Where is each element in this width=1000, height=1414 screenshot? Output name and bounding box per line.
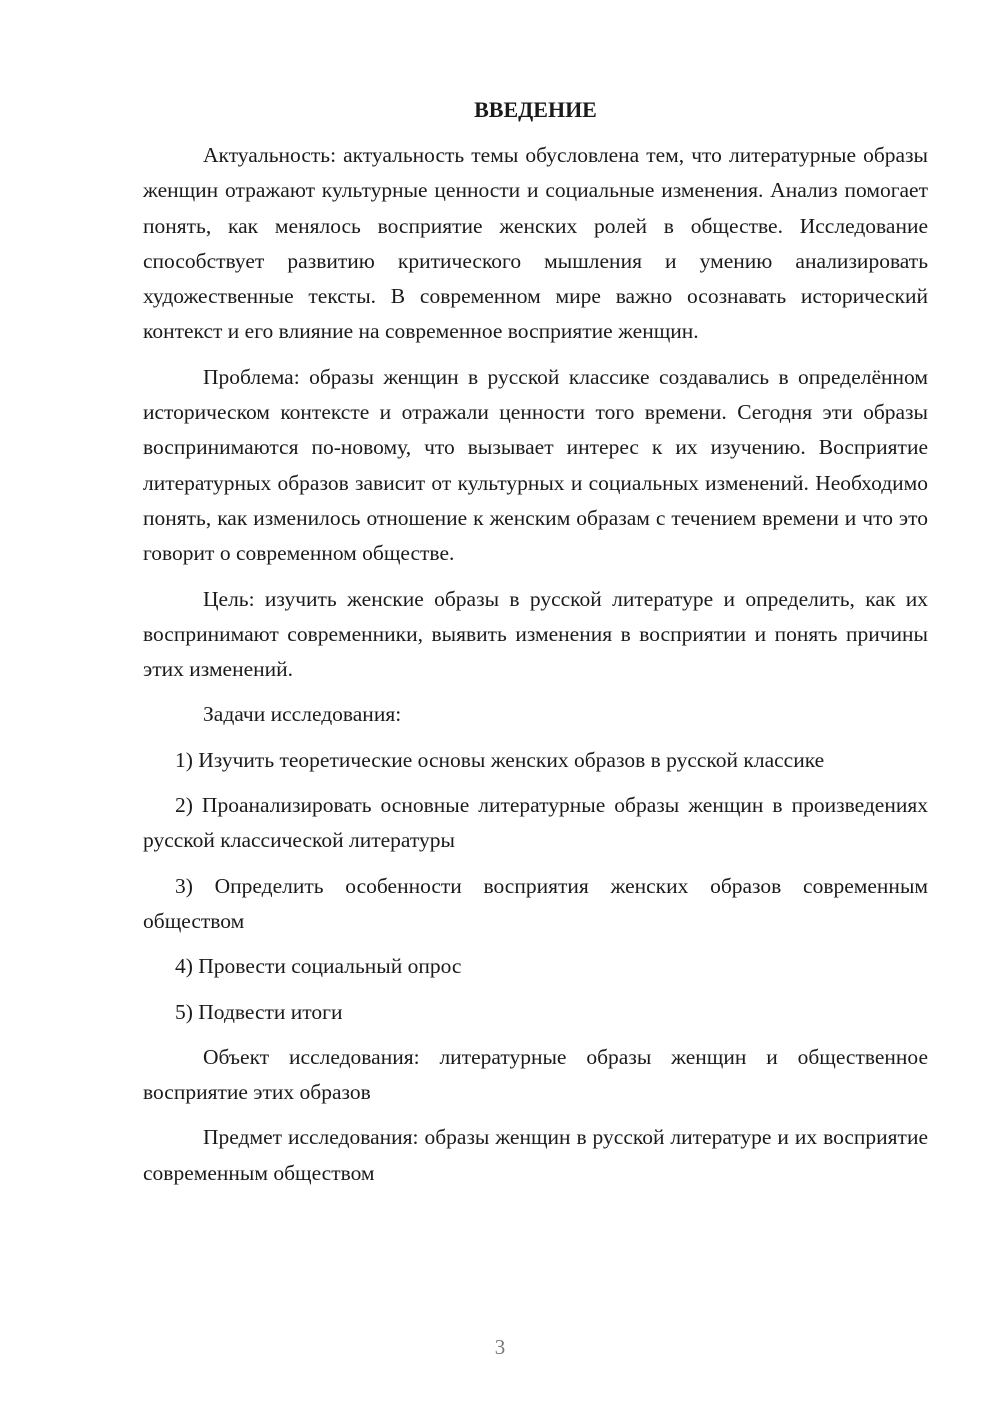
paragraph-goal: Цель: изучить женские образы в русской литературе и определить, как их воспринимают современники, выявить изменения в восприятии и понять причины этих изменений. — [143, 586, 928, 682]
paragraph-object: Объект исследования: литературные образы женщин и общественное восприятие этих образов — [143, 1044, 928, 1105]
task-item-5: 5) Подвести итоги — [175, 999, 343, 1024]
task-item-4: 4) Провести социальный опрос — [175, 954, 462, 979]
page-content — [143, 96, 928, 1191]
page-title: ВВЕДЕНИЕ — [474, 97, 597, 122]
paragraph-relevance: Актуальность: актуальность темы обусловлена тем, что литературные образы женщин отражают культурные ценности и социальные изменения. Анализ помогает понять, как менялось восприятие женских ролей в обществе. Исследование способствует развитию критического мышления и умению анализировать художественные тексты. В современном мире важно осознавать исторический контекст и его влияние на современное восприятие женщин. — [143, 143, 928, 344]
task-item-2: 2) Проанализировать основные литературные образы женщин в произведениях русской классической литературы — [143, 793, 928, 853]
paragraph-problem: Проблема: образы женщин в русской классике создавались в определённом историческом контексте и отражали ценности того времени. Сегодня эти образы воспринимаются по-новому, что вызывает интерес к их изучению. Восприятие литературных образов зависит от культурных и социальных изменений. Необходимо понять, как изменилось отношение к женским образам с течением времени и что это говорит о современном обществе. — [143, 364, 928, 566]
task-item-3: 3) Определить особенности восприятия женских образов современным обществом — [143, 873, 928, 933]
paragraph-subject: Предмет исследования: образы женщин в русской литературе и их восприятие современным обществом — [143, 1125, 928, 1185]
tasks-heading: Задачи исследования: — [203, 702, 402, 727]
page-number: 3 — [494, 1335, 506, 1359]
task-item-1: 1) Изучить теоретические основы женских образов в русской классике — [175, 747, 825, 772]
